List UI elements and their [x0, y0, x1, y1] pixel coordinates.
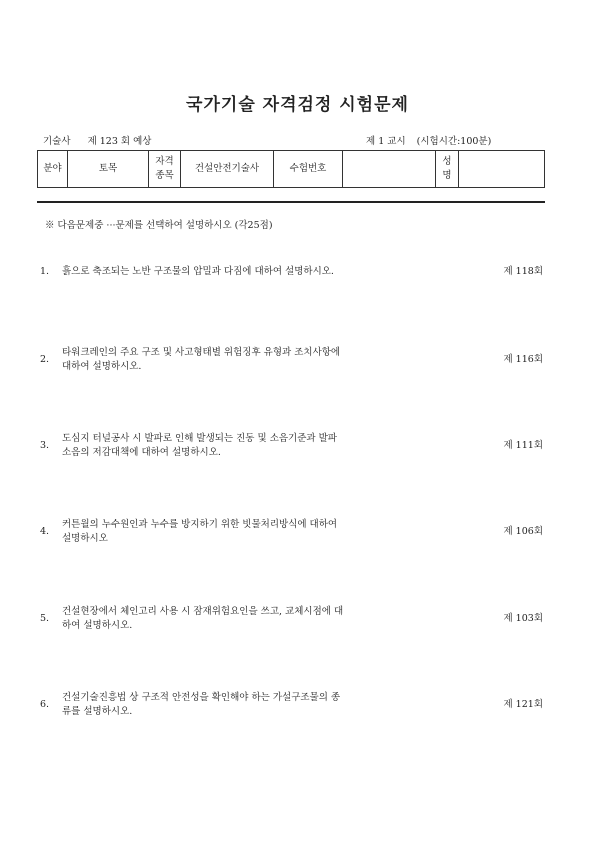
exam-no-label: 수험번호: [274, 151, 343, 188]
category-label: 분야: [38, 151, 68, 188]
question-line: 류를 설명하시오.: [62, 706, 133, 717]
name-label: 성명: [436, 151, 459, 188]
instruction-text: ※ 다음문제중 ···문제를 선택하여 설명하시오 (각25점): [45, 220, 273, 231]
round-label: 제 123 회 예상: [87, 136, 152, 147]
name-value[interactable]: [459, 151, 545, 188]
qualification-value: 건설안전기술사: [181, 151, 274, 188]
question-round: 제 121회: [503, 699, 543, 710]
field-label: 기술사: [43, 136, 71, 147]
question-number: 5.: [40, 613, 50, 624]
exam-no-value[interactable]: [343, 151, 436, 188]
question-number: 1.: [40, 266, 50, 277]
exam-info-table: [37, 150, 545, 188]
question-text: [62, 432, 482, 460]
question-line: 커튼월의 누수원인과 누수를 방지하기 위한 빗물처리방식에 대하여: [62, 519, 338, 530]
question-line: 흙으로 축조되는 노반 구조물의 압밀과 다짐에 대하여 설명하시오.: [62, 266, 334, 277]
question-line: 건설현장에서 체인고리 사용 시 잠재위험요인을 쓰고, 교체시점에 대: [62, 606, 344, 617]
session-label: 제 1 교시: [366, 136, 406, 147]
question-text: [62, 346, 482, 374]
section-divider: [37, 201, 545, 203]
question-round: 제 118회: [503, 266, 543, 277]
question-number: 3.: [40, 440, 50, 451]
page-title: 국가기술 자격검정 시험문제: [186, 95, 409, 115]
question-line: 대하여 설명하시오.: [62, 361, 142, 372]
qualification-label: 자격종목: [149, 151, 181, 188]
category-value: 토목: [68, 151, 149, 188]
question-text: [62, 691, 482, 719]
question-line: 도심지 터널공사 시 발파로 인해 발생되는 진동 및 소음기준과 발파: [62, 433, 337, 444]
question-number: 2.: [40, 354, 50, 365]
question-text: [62, 605, 482, 633]
question-line: 건설기술진흥법 상 구조적 안전성을 확인해야 하는 가설구조물의 종: [62, 692, 341, 703]
question-round: 제 103회: [503, 613, 543, 624]
question-number: 6.: [40, 699, 50, 710]
question-round: 제 116회: [503, 354, 543, 365]
question-text: [62, 265, 482, 279]
question-line: 하여 설명하시오.: [62, 620, 133, 631]
exam-meta: [43, 133, 543, 147]
question-line: 설명하시오: [62, 533, 108, 544]
question-line: 소음의 저감대책에 대하여 설명하시오.: [62, 447, 221, 458]
time-label: (시험시간:100분): [416, 136, 492, 147]
question-line: 타워크레인의 주요 구조 및 사고형태별 위험징후 유형과 조치사항에: [62, 347, 341, 358]
question-text: [62, 518, 482, 546]
question-round: 제 106회: [503, 526, 543, 537]
question-number: 4.: [40, 526, 50, 537]
question-round: 제 111회: [503, 440, 543, 451]
